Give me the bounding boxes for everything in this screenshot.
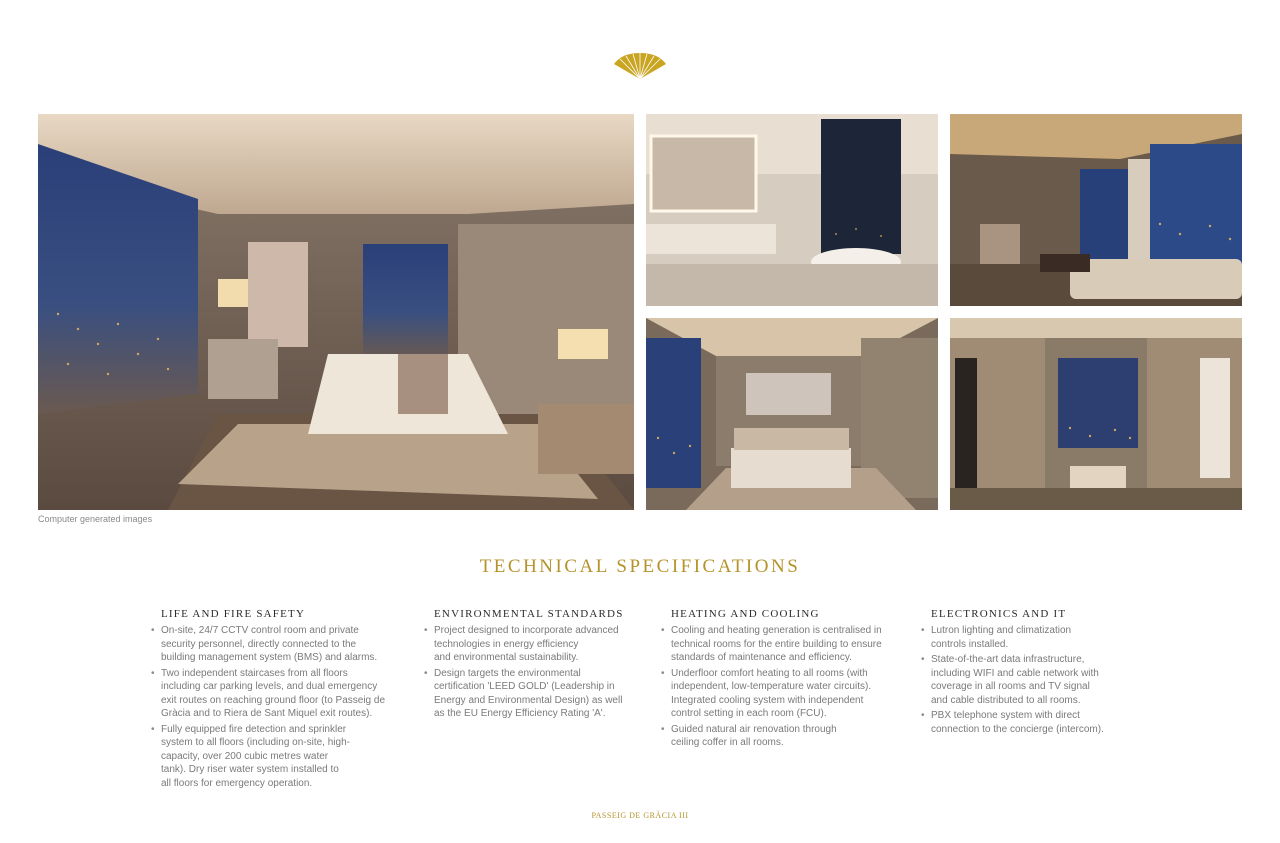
spec-column-life-fire-safety — [161, 608, 411, 792]
spec-heading: HEATING AND COOLING — [671, 608, 820, 620]
spec-column-heating-cooling — [671, 608, 911, 752]
spec-item: • Cooling and heating generation is centralised in technical rooms for the entire building to ensure standards of maintenance and efficiency. — [671, 624, 911, 665]
living-room-photo — [950, 114, 1242, 306]
spec-item: • Project designed to incorporate advanced technologies in energy efficiency and environmental sustainability. — [434, 624, 644, 665]
spec-item: • Underfloor comfort heating to all rooms (with independent, low-temperature water circuits). Integrated cooling system with independent control setting in each room (FCU). — [671, 667, 911, 721]
spec-item: • State-of-the-art data infrastructure, including WIFI and cable network with coverage in all rooms and TV signal and cable distributed to all rooms. — [931, 653, 1131, 707]
bathroom-photo — [646, 114, 938, 306]
spec-item: • Guided natural air renovation through ceiling coffer in all rooms. — [671, 723, 911, 750]
spec-column-electronics-it — [931, 608, 1131, 738]
image-caption: Computer generated images — [38, 514, 153, 524]
spec-heading: LIFE AND FIRE SAFETY — [161, 608, 306, 620]
spec-item: • Design targets the environmental certification 'LEED GOLD' (Leadership in Energy and Environmental Design) as well as the EU Energy Efficiency Rating 'A'. — [434, 667, 644, 721]
spec-item: • On-site, 24/7 CCTV control room and private security personnel, directly connected to the building management system (BMS) and alarms. — [161, 624, 411, 665]
spec-item: • Two independent staircases from all floors including car parking levels, and dual emergency exit routes on reaching ground floor (to Passeig de Gràcia and to Riera de Sant Miquel exit routes). — [161, 667, 411, 721]
spec-item: • PBX telephone system with direct connection to the concierge (intercom). — [931, 709, 1131, 736]
fan-logo-icon — [612, 52, 668, 80]
section-title: TECHNICAL SPECIFICATIONS — [479, 556, 801, 577]
spec-item: • Lutron lighting and climatization controls installed. — [931, 624, 1131, 651]
walk-in-closet-photo — [950, 318, 1242, 510]
spec-item: • Fully equipped fire detection and sprinkler system to all floors (including on-site, high- capacity, over 200 cubic metres water tank). Dry riser water system installed to all floors for emergency operation. — [161, 723, 411, 791]
spec-heading: ENVIRONMENTAL STANDARDS — [434, 608, 624, 620]
page-footer: PASSEIG DE GRÀCIA III — [591, 811, 689, 820]
spec-heading: ELECTRONICS AND IT — [931, 608, 1067, 620]
second-bedroom-photo — [646, 318, 938, 510]
spec-column-environmental-standards — [434, 608, 644, 723]
master-bedroom-photo — [38, 114, 634, 510]
